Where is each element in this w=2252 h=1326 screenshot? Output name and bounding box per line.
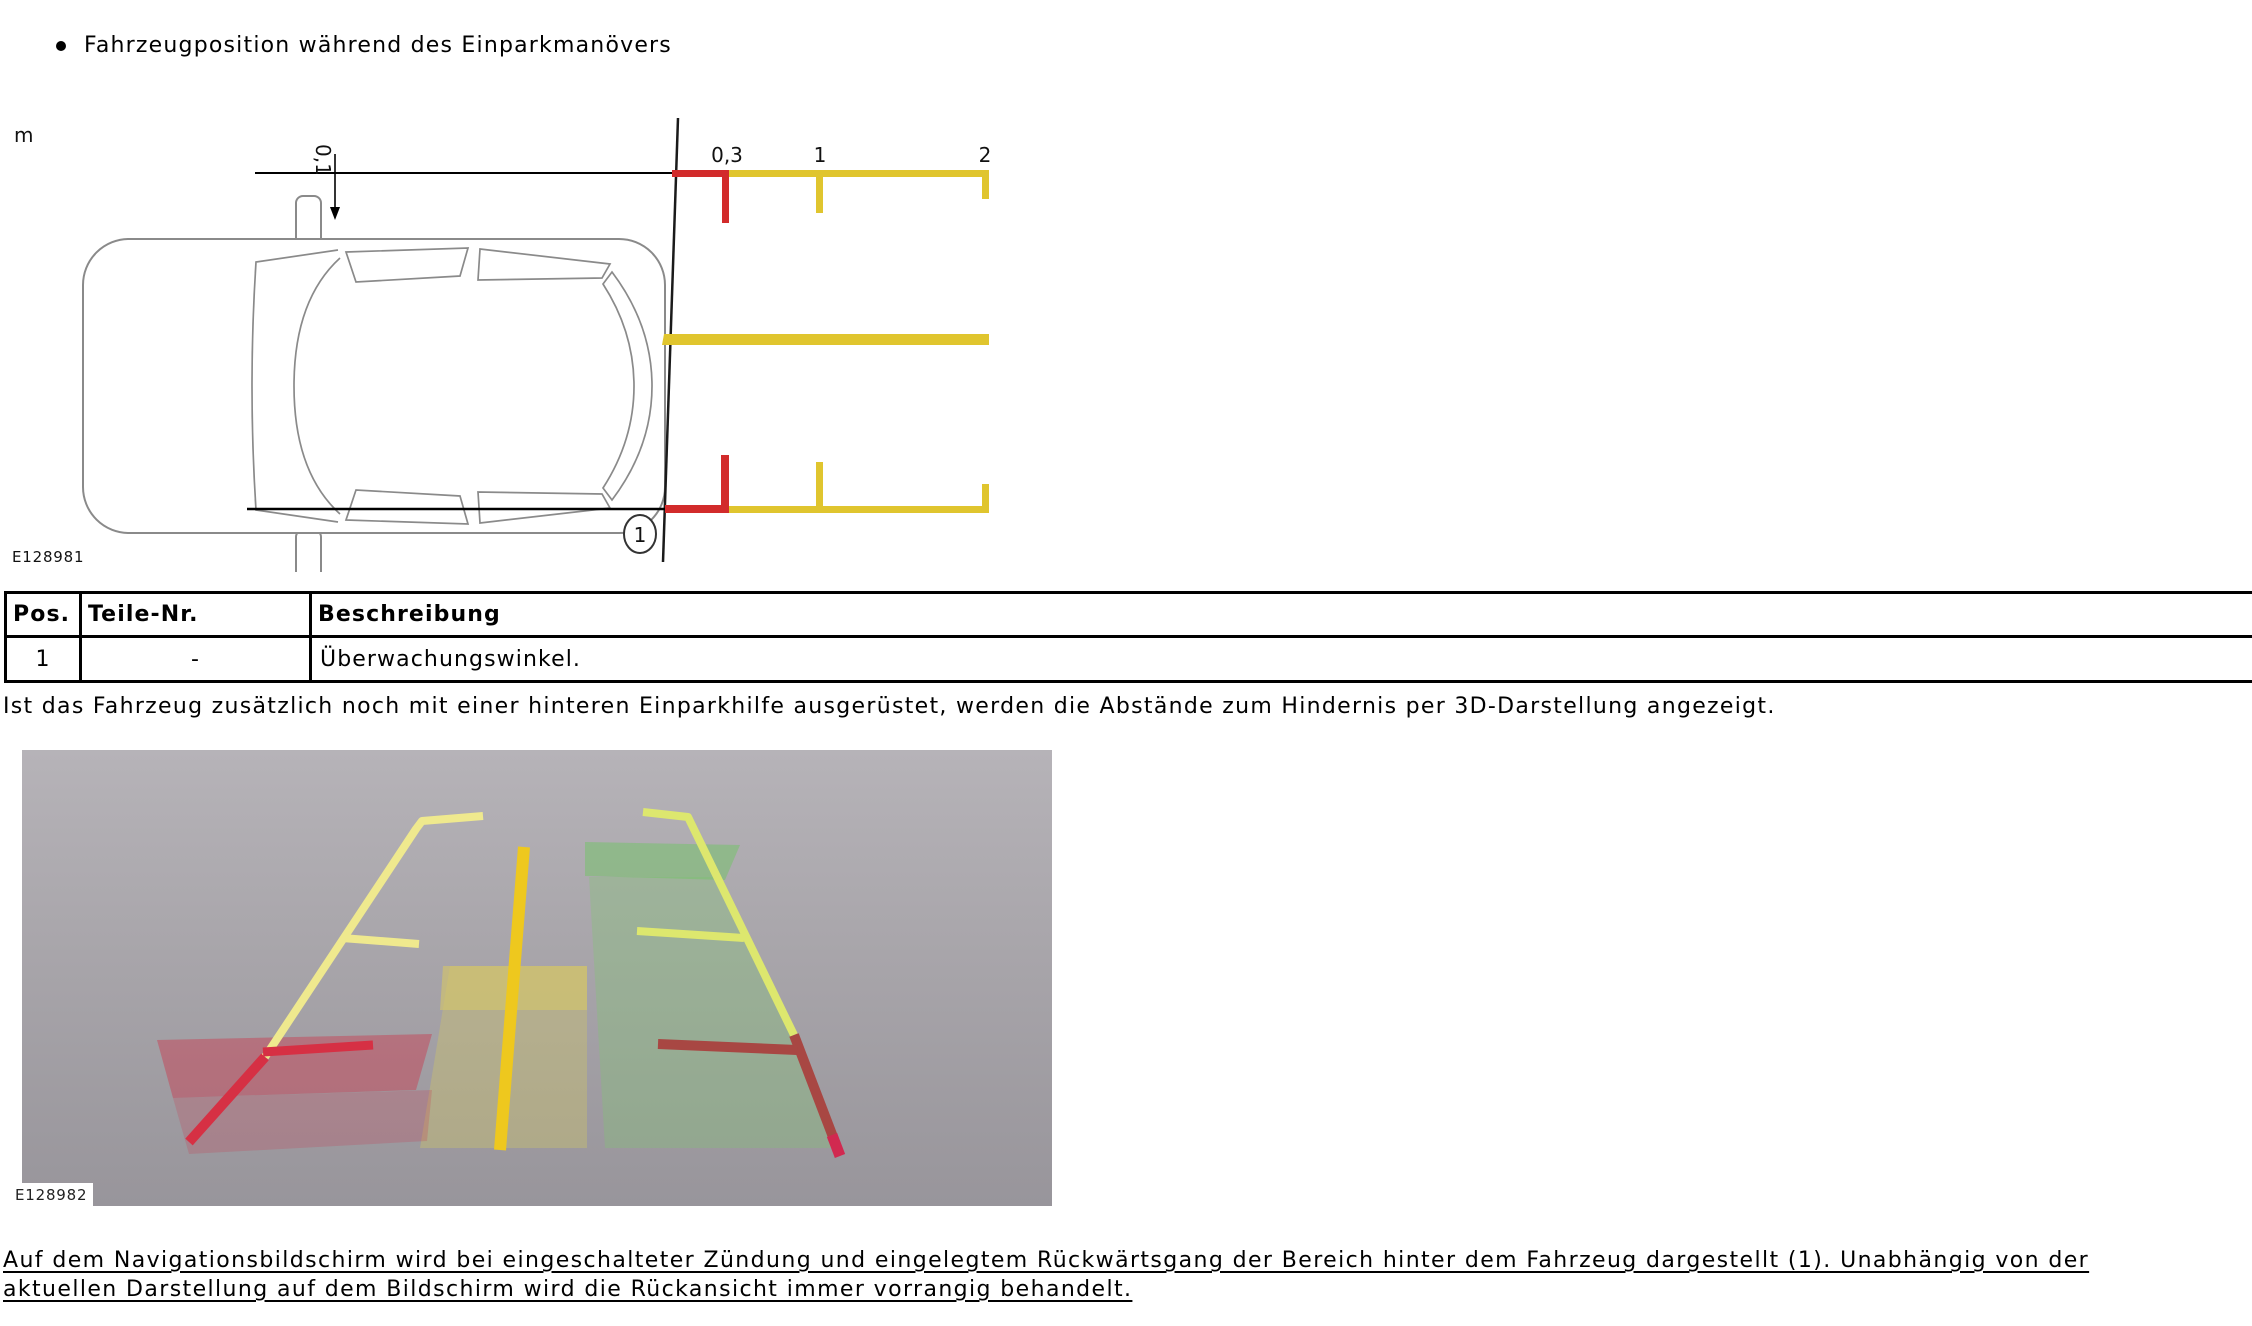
bullet-text: Fahrzeugposition während des Einparkmanövers [84, 33, 672, 58]
ruler-bottom-yellow-segment [729, 506, 989, 513]
bullet-item [56, 33, 672, 58]
bullet-dot [56, 41, 66, 51]
parts-table [4, 591, 2252, 683]
car-body [83, 239, 665, 533]
tick-2-bottom [982, 484, 989, 511]
car-top-view [83, 196, 665, 572]
ruler-top-yellow-segment [729, 170, 989, 177]
tick-0-3-top [722, 173, 729, 223]
footer-note [3, 1246, 2089, 1304]
rear-camera-view-image [22, 750, 1052, 1206]
tick-2-top [982, 173, 989, 199]
right-guide-red-tick [658, 1044, 797, 1050]
cell-teile-nr: - [81, 637, 311, 682]
scale-label-0-3: 0,3 [711, 143, 743, 167]
tick-0-3-bottom [721, 455, 729, 510]
table-row [6, 637, 2252, 682]
car-mirror-bottom [296, 530, 321, 572]
cell-pos: 1 [6, 637, 81, 682]
col-header-teile-nr: Teile-Nr. [81, 593, 311, 637]
diagram-figure-code: E128981 [12, 548, 85, 566]
dimension-label: 0,1 [311, 144, 335, 176]
camera-figure-code: E128982 [12, 1183, 93, 1208]
red-zone-near [157, 1034, 432, 1098]
table-header-row [6, 593, 2252, 637]
scale-label-2: 2 [978, 143, 992, 167]
side-window-front-bottom [346, 490, 468, 524]
footer-note-line2: aktuellen Darstellung auf dem Bildschirm wird die Rückansicht immer vorrangig behandelt. [3, 1277, 1133, 1302]
col-header-beschreibung: Beschreibung [311, 593, 2252, 637]
footer-note-line1: Auf dem Navigationsbildschirm wird bei eingeschalteter Zündung und eingelegtem Rückwärtsgang der Bereich hinter dem Fahrzeug dargestellt (1). Unabhängig von der [3, 1248, 2090, 1273]
callout-number: 1 [633, 523, 647, 547]
scale-label-1: 1 [813, 143, 827, 167]
ruler-top-red-segment [672, 170, 729, 177]
right-guide-red-tip [832, 1135, 840, 1156]
callout-1 [624, 515, 656, 553]
center-guide-bar [662, 334, 989, 345]
ruler-bottom-red-segment [665, 505, 729, 513]
tick-1-bottom [816, 462, 823, 510]
distance-ruler-top [672, 143, 991, 223]
tick-1-top [816, 173, 823, 213]
parking-distance-diagram [0, 110, 1010, 572]
cell-beschreibung: Überwachungswinkel. [311, 637, 2252, 682]
col-header-pos: Pos. [6, 593, 81, 637]
diagram-unit-label: m [14, 123, 34, 147]
dimension-arrowhead [330, 207, 340, 220]
side-window-front-top [346, 248, 468, 282]
intro-paragraph: Ist das Fahrzeug zusätzlich noch mit einer hinteren Einparkhilfe ausgerüstet, werden die Abstände zum Hindernis per 3D-Darstellung angezeigt. [3, 694, 1776, 719]
